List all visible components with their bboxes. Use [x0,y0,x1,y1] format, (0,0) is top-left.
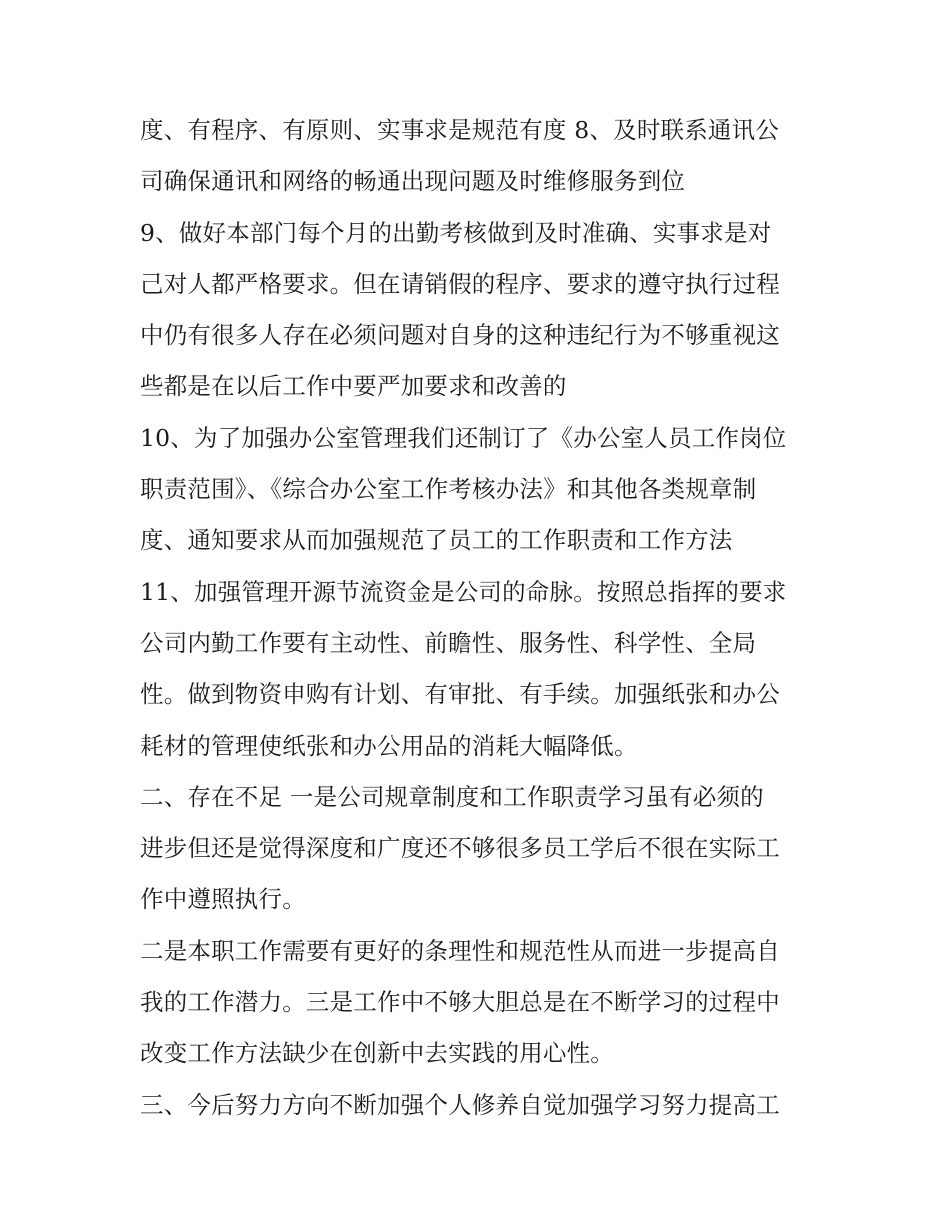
text-line: 二是本职工作需要有更好的条理性和规范性从而进一步提高自 [140,936,780,965]
text-line: 作中遵照执行。 [140,885,306,914]
text-line: 度、有程序、有原则、实事求是规范有度 8、及时联系通讯公 [140,116,780,144]
text-line: 些都是在以后工作中要严加要求和改善的 [140,372,567,401]
text-line: 性。做到物资申购有计划、有审批、有手续。加强纸张和办公 [140,680,780,709]
text-line: 9、做好本部门每个月的出勤考核做到及时准确、实事求是对 [140,218,772,247]
text-line: 我的工作潜力。三是工作中不够大胆总是在不断学习的过程中 [140,988,780,1017]
text-line: 己对人都严格要求。但在请销假的程序、要求的遵守执行过程 [140,269,780,298]
text-line: 改变工作方法缺少在创新中去实践的用心性。 [140,1039,614,1068]
text-line: 11、加强管理开源节流资金是公司的命脉。按照总指挥的要求 [140,577,787,606]
text-line: 三、今后努力方向不断加强个人修养自觉加强学习努力提高工 [140,1090,780,1119]
text-line: 度、通知要求从而加强规范了员工的工作职责和工作方法 [140,526,733,555]
text-line: 司确保通讯和网络的畅通出现问题及时维修服务到位 [140,167,686,196]
text-line: 二、存在不足 一是公司规章制度和工作职责学习虽有必须的 [140,782,764,811]
text-line: 中仍有很多人存在必须问题对自身的这种违纪行为不够重视这 [140,321,780,350]
text-line: 耗材的管理使纸张和办公用品的消耗大幅降低。 [140,731,638,760]
text-line: 职责范围》、《综合办公室工作考核办法》和其他各类规章制 [140,475,757,504]
text-line: 公司内勤工作要有主动性、前瞻性、服务性、科学性、全局 [140,628,757,657]
text-line: 10、为了加强办公室管理我们还制订了《办公室人员工作岗位 [140,423,787,452]
text-line: 进步但还是觉得深度和广度还不够很多员工学后不很在实际工 [140,834,780,863]
document-body [140,111,820,1137]
